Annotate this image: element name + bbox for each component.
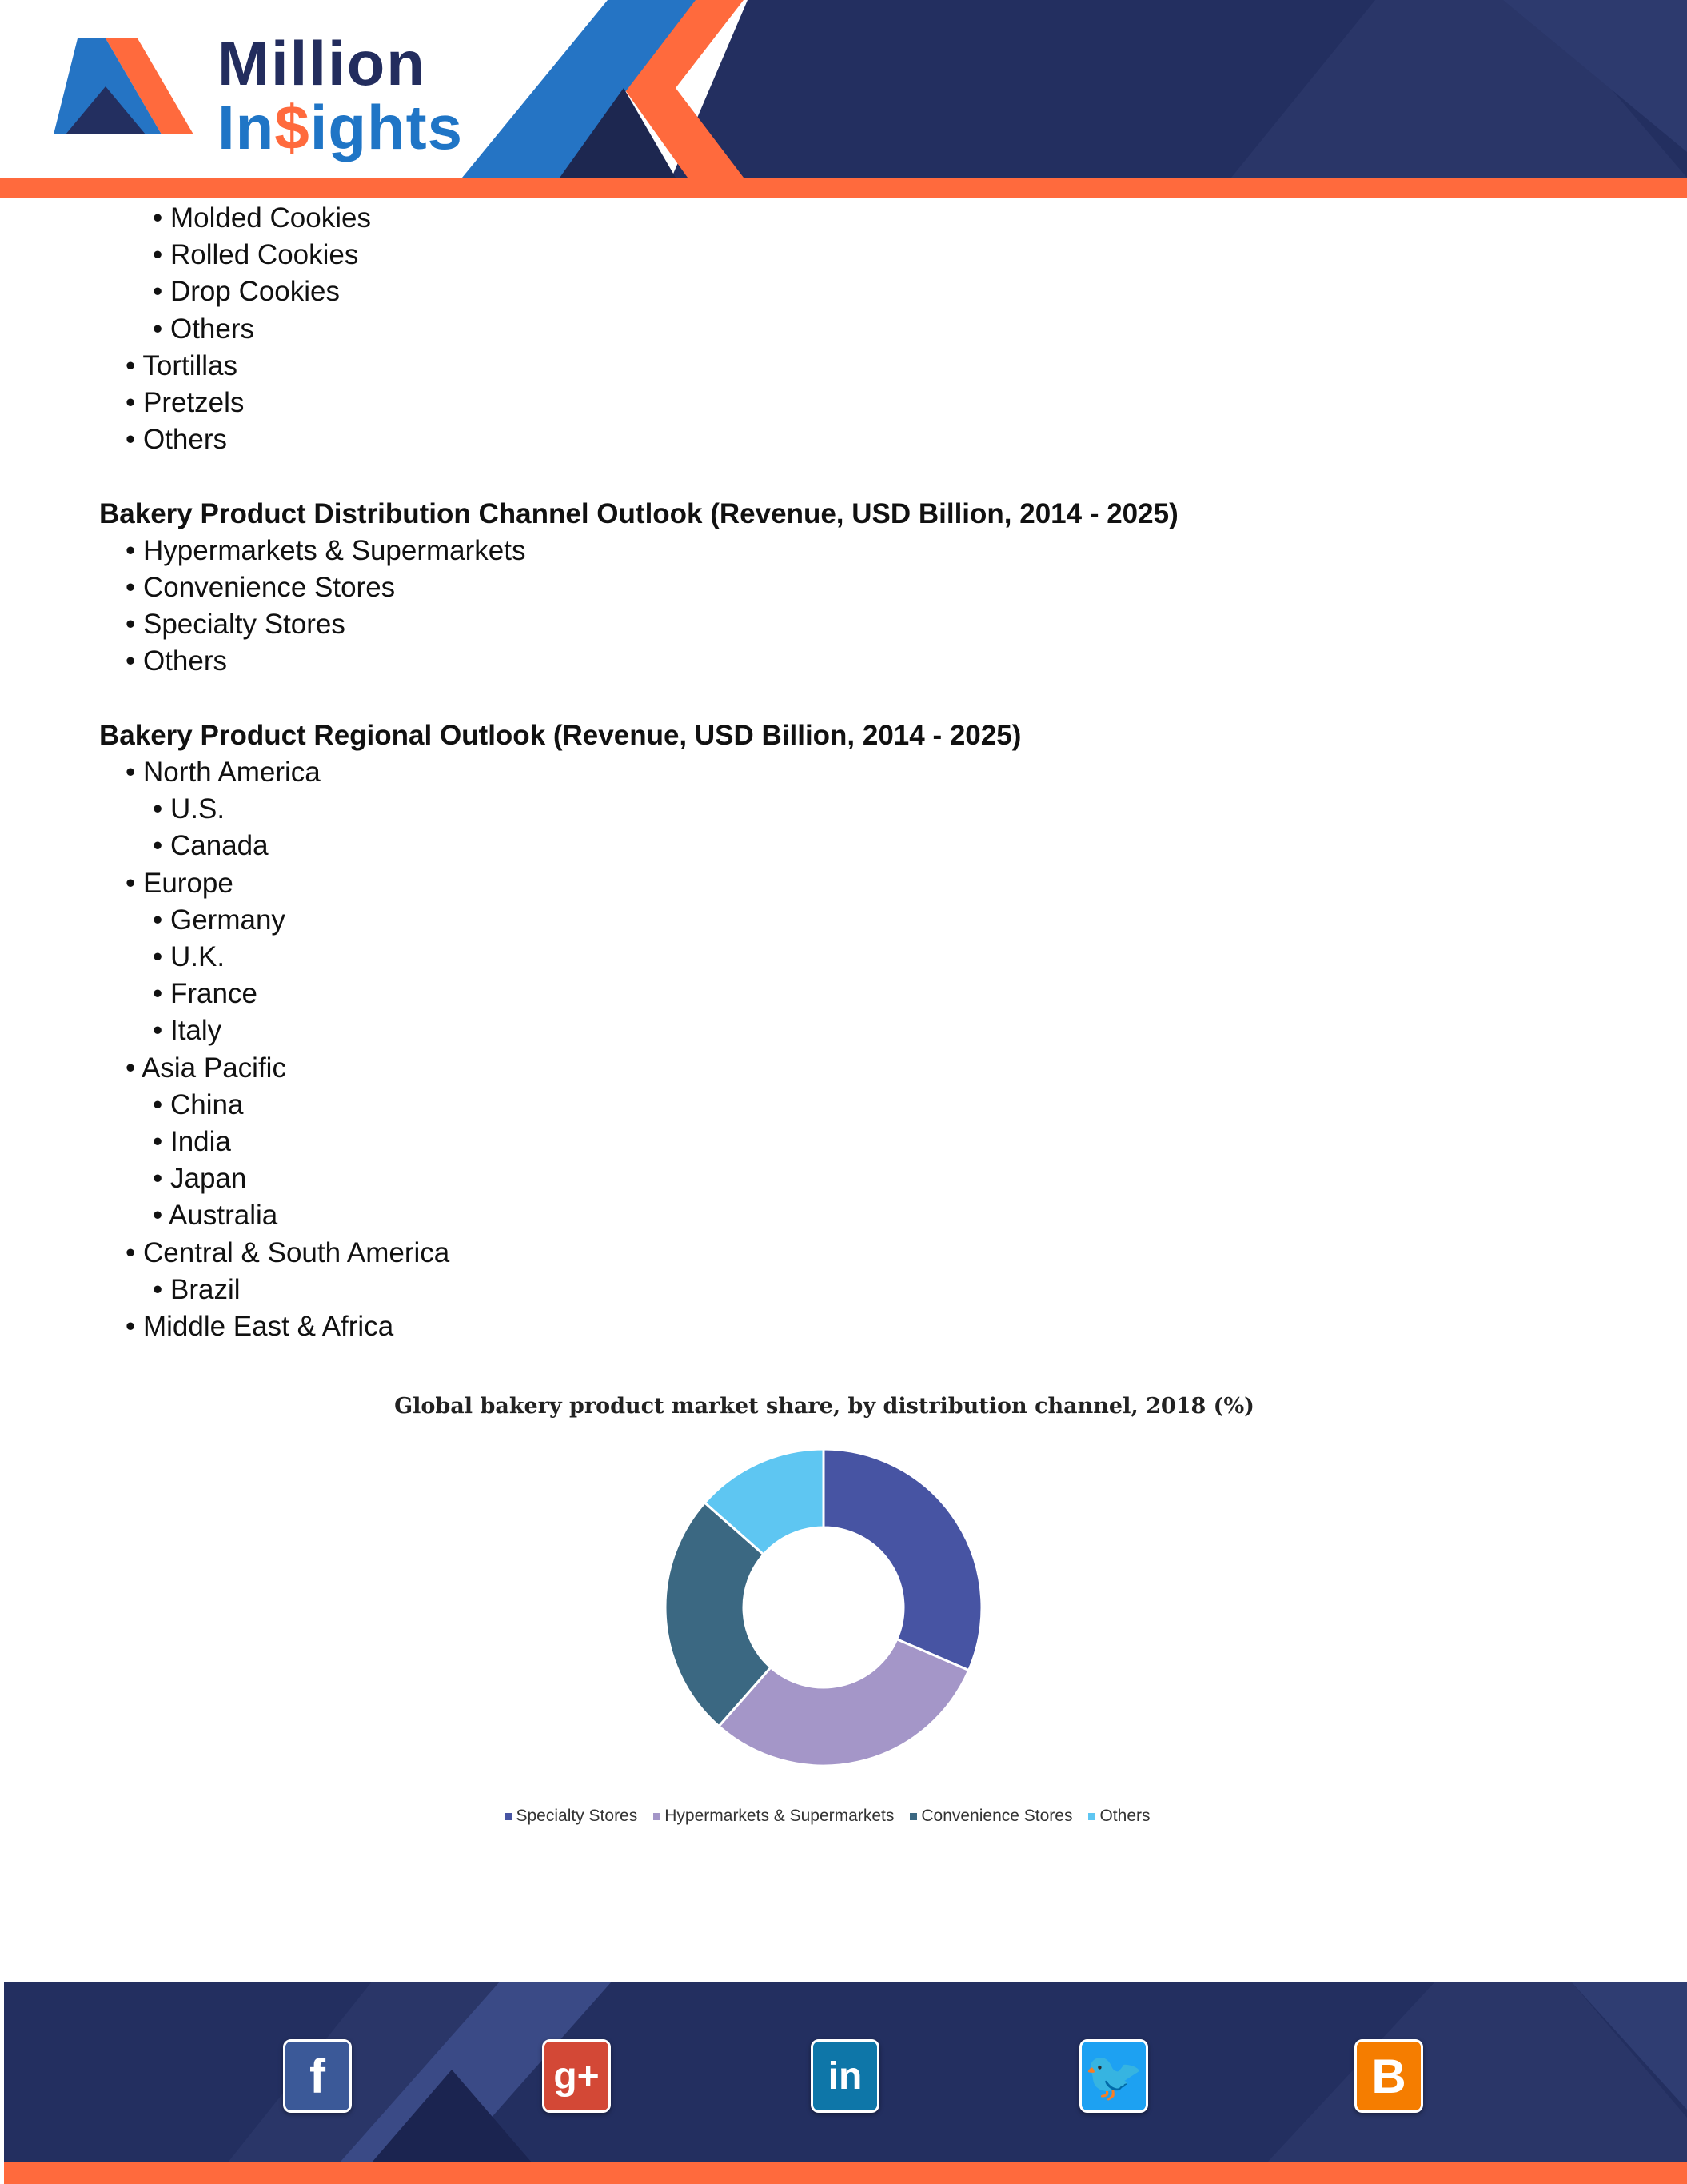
legend-item xyxy=(653,1807,894,1826)
bullet-item: • Brazil xyxy=(153,1276,241,1304)
bullet-item: • North America xyxy=(126,758,321,786)
bullet-item: • Molded Cookies xyxy=(153,204,371,232)
chart-title: Global bakery product market share, by distribution channel, 2018 (%) xyxy=(394,1394,1254,1419)
google-plus-icon[interactable]: g+ xyxy=(542,2039,611,2113)
bullet-item: • Drop Cookies xyxy=(153,277,340,305)
bullet-item: • Pretzels xyxy=(126,389,244,417)
blogger-icon[interactable]: B xyxy=(1354,2039,1423,2113)
chart-legend xyxy=(0,1807,1655,1826)
bullet-item: • France xyxy=(153,980,257,1008)
twitter-icon[interactable]: 🐦 xyxy=(1079,2039,1148,2113)
logo-line1: Million xyxy=(217,28,426,98)
legend-item xyxy=(505,1807,638,1826)
donut-slice-specialty-stores xyxy=(824,1449,982,1671)
logo-dollar: $ xyxy=(274,92,310,162)
bullet-item: • Central & South America xyxy=(126,1239,449,1267)
bullet-item: • Japan xyxy=(153,1164,246,1192)
legend-label: Convenience Stores xyxy=(921,1807,1073,1825)
facebook-icon[interactable]: f xyxy=(283,2039,352,2113)
legend-label: Specialty Stores xyxy=(516,1807,638,1825)
bullet-item: • Others xyxy=(153,315,254,343)
bullet-item: • Asia Pacific xyxy=(126,1054,286,1082)
bullet-item: • U.S. xyxy=(153,795,225,823)
page-header xyxy=(0,0,1687,198)
legend-swatch xyxy=(1088,1813,1095,1820)
donut-chart xyxy=(656,1439,991,1775)
section-heading: Bakery Product Regional Outlook (Revenue, USD Billion, 2014 - 2025) xyxy=(99,719,1022,751)
legend-label: Hypermarkets & Supermarkets xyxy=(664,1807,895,1825)
legend-label: Others xyxy=(1099,1807,1151,1825)
legend-swatch xyxy=(653,1813,660,1820)
legend-item xyxy=(910,1807,1072,1826)
bullet-item: • Others xyxy=(126,647,227,675)
bullet-item: • Specialty Stores xyxy=(126,610,345,638)
bullet-item: • Rolled Cookies xyxy=(153,241,358,269)
bullet-item: • India xyxy=(153,1128,231,1156)
bullet-item: • Hypermarkets & Supermarkets xyxy=(126,537,525,565)
logo-line2 xyxy=(217,92,464,162)
section-heading: Bakery Product Distribution Channel Outlook (Revenue, USD Billion, 2014 - 2025) xyxy=(99,497,1179,529)
logo-wordmark xyxy=(217,28,464,162)
logo-icon xyxy=(50,38,201,142)
bullet-item: • Europe xyxy=(126,869,233,897)
legend-swatch xyxy=(910,1813,917,1820)
bullet-item: • Canada xyxy=(153,832,269,860)
linkedin-icon[interactable]: in xyxy=(811,2039,879,2113)
bullet-item: • Germany xyxy=(153,906,285,934)
bullet-item: • Convenience Stores xyxy=(126,573,395,601)
bullet-item: • Middle East & Africa xyxy=(126,1312,393,1340)
bullet-item: • China xyxy=(153,1091,243,1119)
legend-item xyxy=(1088,1807,1150,1826)
legend-swatch xyxy=(505,1813,512,1820)
bullet-item: • Italy xyxy=(153,1016,221,1044)
logo-line2-a: In xyxy=(217,92,275,162)
bullet-item: • Australia xyxy=(153,1201,277,1229)
bullet-item: • Tortillas xyxy=(126,352,237,380)
bullet-item: • Others xyxy=(126,425,227,453)
bullet-item: • U.K. xyxy=(153,943,225,971)
logo-line2-b: ights xyxy=(309,92,464,162)
